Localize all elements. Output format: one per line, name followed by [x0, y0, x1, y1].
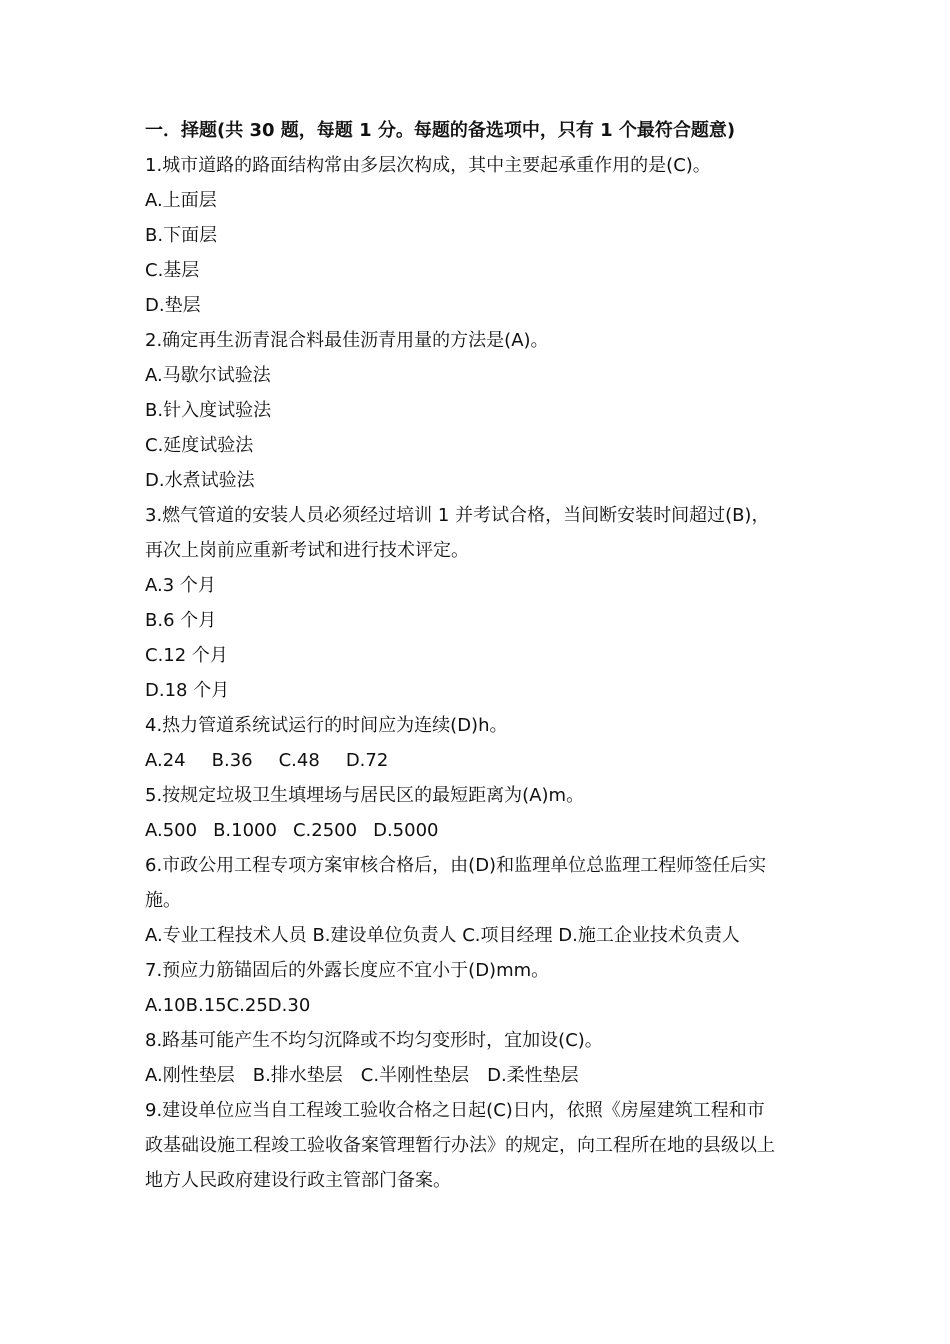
option-d: D.柔性垫层: [487, 1065, 579, 1086]
question-stem: 1.城市道路的路面结构常由多层次构成，其中主要起承重作用的是(C)。: [145, 155, 711, 176]
option-a: A.上面层: [145, 190, 217, 211]
option-b: B.1000: [213, 820, 277, 841]
option-c: C.48: [278, 750, 320, 771]
question-stem: 5.按规定垃圾卫生填埋场与居民区的最短距离为(A)m。: [145, 785, 585, 806]
options-row: A.专业工程技术人员 B.建设单位负责人 C.项目经理 D.施工企业技术负责人: [145, 925, 740, 946]
question-4: [145, 708, 825, 778]
option-d: D.18 个月: [145, 680, 230, 701]
question-stem-line-2: 政基础设施工程竣工验收备案管理暂行办法》的规定，向工程所在地的县级以上: [145, 1135, 775, 1156]
question-7: [145, 953, 825, 1023]
options-row: [145, 1058, 825, 1093]
question-9: [145, 1093, 825, 1198]
question-6: [145, 848, 825, 953]
option-c: C.2500: [292, 820, 358, 841]
question-5: [145, 778, 825, 848]
options-row: [145, 743, 825, 778]
question-stem: 8.路基可能产生不均匀沉降或不均匀变形时，宜加设(C)。: [145, 1030, 603, 1051]
option-d: D.72: [345, 750, 389, 771]
option-c: C.延度试验法: [145, 435, 254, 456]
options-row: [145, 813, 825, 848]
question-stem-line-1: 6.市政公用工程专项方案审核合格后，由(D)和监理单位总监理工程师签任后实: [145, 855, 767, 876]
option-a: A.刚性垫层: [145, 1065, 235, 1086]
option-d: D.水煮试验法: [145, 470, 255, 491]
option-b: B.针入度试验法: [145, 400, 272, 421]
document-page: [145, 113, 825, 1198]
option-b: B.排水垫层: [252, 1065, 343, 1086]
options-row: A.10B.15C.25D.30: [145, 995, 311, 1016]
option-b: B.下面层: [145, 225, 218, 246]
option-a: A.3 个月: [145, 575, 216, 596]
option-d: D.垫层: [145, 295, 201, 316]
question-stem-line-1: 3.燃气管道的安装人员必须经过培训 1 并考试合格，当间断安装时间超过(B)，: [145, 505, 770, 526]
option-b: B.36: [211, 750, 253, 771]
option-b: B.6 个月: [145, 610, 217, 631]
question-2: [145, 323, 825, 498]
question-stem-line-2: 再次上岗前应重新考试和进行技术评定。: [145, 540, 469, 561]
option-a: A.马歇尔试验法: [145, 365, 271, 386]
question-3: [145, 498, 825, 708]
option-c: C.基层: [145, 260, 200, 281]
option-d: D.5000: [373, 820, 439, 841]
question-1: [145, 148, 825, 323]
question-8: [145, 1023, 825, 1093]
option-a: A.24: [145, 750, 186, 771]
question-stem: 2.确定再生沥青混合料最佳沥青用量的方法是(A)。: [145, 330, 549, 351]
question-stem-line-3: 地方人民政府建设行政主管部门备案。: [145, 1170, 451, 1191]
question-stem-line-1: 9.建设单位应当自工程竣工验收合格之日起(C)日内，依照《房屋建筑工程和市: [145, 1100, 765, 1121]
option-c: C.12 个月: [145, 645, 228, 666]
question-stem: 7.预应力筋锚固后的外露长度应不宜小于(D)mm。: [145, 960, 550, 981]
question-stem-line-2: 施。: [145, 890, 181, 911]
question-stem: 4.热力管道系统试运行的时间应为连续(D)h。: [145, 715, 508, 736]
section-heading: 一．择题(共 30 题，每题 1 分。每题的备选项中，只有 1 个最符合题意): [145, 120, 736, 141]
option-c: C.半刚性垫层: [360, 1065, 470, 1086]
option-a: A.500: [145, 820, 198, 841]
